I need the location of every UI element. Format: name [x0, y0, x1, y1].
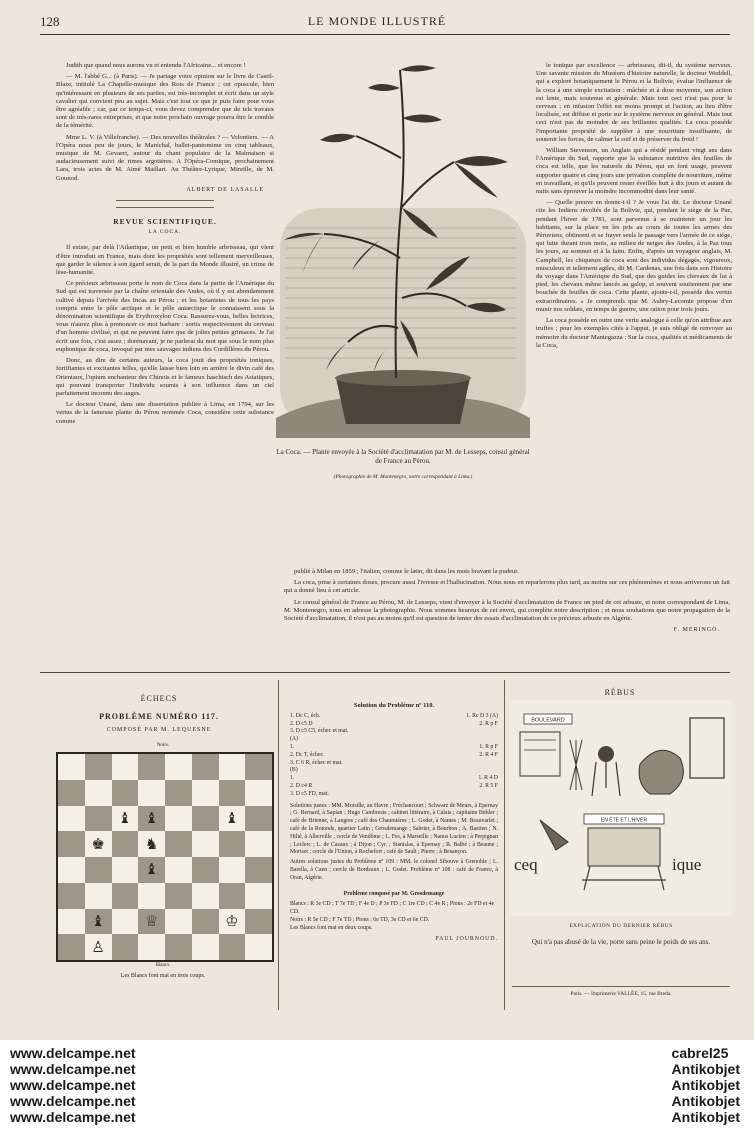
- paragraph: Le docteur Unané, dans une dissertation publiée à Lima, en 1794, sur les vertus de la fameuse plante du Pérou nommée Coca, considère cette substance comme: [56, 401, 274, 425]
- illustration-caption: La Coca. — Plante envoyée à la Société d'acclimatation par M. de Lesseps, consul général de France au Pérou.: [276, 448, 530, 465]
- chess-piece: ♚: [91, 834, 105, 853]
- rebus-word-right: ique: [672, 855, 702, 874]
- chess-piece: ♞: [144, 834, 159, 853]
- white-move: 1.: [290, 775, 295, 782]
- chess-square: [165, 754, 192, 780]
- chess-square: [138, 831, 165, 857]
- white-move: 3. C 6 R, échec et mat.: [290, 759, 343, 766]
- white-move: 2. D c5 D: [290, 720, 313, 727]
- chess-square: [219, 806, 246, 832]
- rebus-explanation-title: EXPLICATION DU DERNIER RÉBUS: [569, 923, 673, 929]
- white-move: 1.: [290, 743, 295, 750]
- white-move: 1. Dc C, éch.: [290, 712, 321, 719]
- paragraph: Le consul général de France au Pérou, M. de Lesseps, vient d'envoyer à la Société d'acclimatation de France un pied de cet arbuste, et notre correspondant de Lima, M. Montenegro, nous en adresse la photographie. Nous sommes heureux de cet envoi, qui complète notre description ; et nous souhaitons que notre propagation de la Société d'acclimatation, il n'est pas au moins qu'il est question de tenter des essais d'acclimatation de ce précieux arbuste en Algérie.: [284, 598, 730, 623]
- solution-move-row: [290, 791, 498, 799]
- rebus-word-left: ceq: [514, 855, 538, 874]
- composed-black: Noirs : R 5e CD ; F 7e TD ; Pions : 6e TD, 3e CD et 6e CD.: [290, 916, 430, 923]
- watermark-line: cabrel25: [671, 1045, 729, 1061]
- watermark-line: Antikobjet: [671, 1109, 740, 1125]
- left-column: [56, 62, 274, 634]
- paragraph: Ce précieux arbrisseau porte le nom de Coca dans la partie de l'Amérique du Sud qui est traversée par la chaîne orientale des Andes, où il y est abondamment cultivé depuis l'arrivée des Incas au Pérou ; et les botanistes de tous les pays compris entre le pôle arctique et le pôle antarctique le connaissent sous la dénomination scientifique de Erythroxylon Coca. Rassurez-vous, belles lectrices, vous n'aurez plus à prononcer ce mot barbare : sortis respectivement du cerveau d'un homme civilisé, et qui ne peuvent faire que de jolies petites grimaces. Je l'ai écrit une fois, c'est assez ; dorénavant, je ne parlerai du mot que sous le nom plus euphonique de coca, invoqué par mes sauvages indiens des Cordillères du Pérou.: [56, 280, 274, 353]
- coca-plant-illustration: [276, 58, 530, 438]
- solution-move-row: [290, 752, 498, 760]
- chess-square: [58, 831, 85, 857]
- chess-square: [165, 831, 192, 857]
- chess-piece: ♝: [144, 860, 159, 879]
- chess-square: [165, 806, 192, 832]
- solution-move-row: [290, 767, 498, 775]
- rebus-sign-top: BOULEVARD: [531, 717, 565, 724]
- chess-square: [112, 883, 139, 909]
- white-move: 3. D c5 FD, mat.: [290, 790, 329, 797]
- composed-footer: Les Blancs font mat en deux coups.: [290, 924, 373, 931]
- chess-square: [112, 934, 139, 960]
- masthead: LE MONDE ILLUSTRÉ: [307, 14, 447, 28]
- chess-square: [138, 909, 165, 935]
- chess-square: [85, 806, 112, 832]
- black-move: 1. R p F: [479, 743, 498, 750]
- chess-square: [219, 934, 246, 960]
- chess-square: [165, 883, 192, 909]
- black-move: 1. Rc D 3 (A): [466, 712, 498, 719]
- white-move: (B): [290, 767, 298, 774]
- solution-move-row: [290, 783, 498, 791]
- chess-square: [245, 806, 272, 832]
- chess-square: [58, 754, 85, 780]
- white-move: 2. D c4 R: [290, 782, 313, 789]
- chess-square: [219, 883, 246, 909]
- chess-square: [192, 754, 219, 780]
- chess-square: [112, 754, 139, 780]
- black-move: 2. R p F: [479, 720, 498, 727]
- paragraph: Judith que quand nous aurons vu et entendu l'Africaine... et encore !: [66, 62, 246, 69]
- chess-square: [112, 780, 139, 806]
- chess-piece: ♕: [144, 911, 159, 930]
- chess-square: [138, 934, 165, 960]
- paragraph: William Stevenson, un Anglais qui a résidé pendant vingt ans dans l'Amérique du Sud, rapporte que la substance nutritive des feuilles de coca est telle, que les naturels du Pérou, qui en font usage, peuvent supporter quatre et cinq jours une privation complète de nourriture, même en travaillant, et qu'ils peuvent rester éveillés huit à dix jours et autant de nuits sans éprouver la moindre incommodité dans leur santé.: [536, 147, 732, 196]
- solution-move-row: [290, 728, 498, 736]
- chess-square: [85, 857, 112, 883]
- chess-square: [245, 780, 272, 806]
- chess-piece: ♝: [225, 808, 239, 827]
- chess-square: [192, 831, 219, 857]
- chess-square: [58, 909, 85, 935]
- chess-square: [219, 780, 246, 806]
- chess-square: [112, 909, 139, 935]
- solution-title: Solution du Problème nº 110.: [353, 702, 435, 709]
- chess-square: [138, 883, 165, 909]
- chess-square: [165, 934, 192, 960]
- chess-square: [245, 857, 272, 883]
- chess-square: [58, 857, 85, 883]
- column-divider: [278, 680, 279, 1010]
- ornament-divider: [116, 200, 214, 208]
- chess-square: [138, 806, 165, 832]
- white-move: 3. D c5 C5, échec et mat.: [290, 728, 349, 735]
- chess-piece: ♝: [91, 911, 105, 930]
- black-move: 2. R 4 F: [479, 751, 498, 758]
- chess-piece: ♝: [144, 808, 159, 827]
- chess-square: [85, 909, 112, 935]
- chess-square: [245, 831, 272, 857]
- chess-piece: ♔: [225, 911, 239, 930]
- chess-footer: Les Blancs font mat en trois coups.: [120, 973, 206, 979]
- signature: F. MERINGO.: [673, 627, 720, 634]
- chess-composer: COMPOSÉ PAR M. LEQUESNE: [106, 727, 212, 733]
- solvers-list: Solutions justes : MM. Moisille, au Havre ; Fréchancourt ; Schwarz de Meurs, à Epernay ; G. Bernard, à Sapian ; Hugo Cambresis ; cabinet littéraire, à Calais ; capitaine Bühler ; café de Brienne, à Langres ; café des Chaumières ; L. Godet, à Nantes ; M. Beauvarlet ; café de la Rotonde, quartier Latin ; Grosdemange ; Sabrier, à Bourbon ; A. Bastien ; N. Hilié, à Alberville ; cercle de Vendôme ; L. Fes, à Marseille ; Nanus Lucien ; à Perpignan ; Leclerc ; L. de Cazaux ; à Dijon ; Cyr. ; Stanislas, à Epernay ; R. Balbé ; à Beaune ; Moriset ; cercle de l'Union, à Rochefort ; café de Sault ; Pierre ; à Besançon.: [290, 802, 498, 856]
- black-move: 1. R 4 D: [478, 775, 498, 782]
- paragraph: Il existe, par delà l'Atlantique, un petit et bien humble arbrisseau, qui vient d'être introduit en France, mais dont les propriétés sont tellement merveilleuses, que garder le silence à son égard serait, de la part du Monde illustré, un crime de lèse-humanité.: [56, 244, 274, 277]
- chess-square: [219, 857, 246, 883]
- chess-square: [138, 754, 165, 780]
- watermark-line: www.delcampe.net: [10, 1045, 136, 1061]
- paragraph: La coca possède en outre une vertu analogue à celle qu'on attribue aux truffes ; pour les exemples cités à l'appui, je suis obligé de renvoyer au mémoire du docteur Mantegazza : Sur la coca, qualités et médicaments de la Coca,: [536, 317, 732, 349]
- section-subtitle: LA COCA.: [148, 229, 182, 236]
- chess-square: [219, 754, 246, 780]
- chess-board: [56, 752, 274, 962]
- chess-square: [245, 934, 272, 960]
- section-title: REVUE SCIENTIFIQUE.: [113, 217, 217, 227]
- rebus-explanation: Qui n'a pas abusé de la vie, porte sans peine le poids de ses ans.: [531, 938, 711, 946]
- watermark-line: Antikobjet: [671, 1093, 740, 1109]
- watermark-line: www.delcampe.net: [10, 1077, 136, 1093]
- watermark-line: www.delcampe.net: [10, 1093, 136, 1109]
- middle-text: [284, 568, 730, 658]
- chess-square: [58, 780, 85, 806]
- chess-square: [85, 780, 112, 806]
- column-divider: [504, 680, 505, 1010]
- composed-white: Blancs : R 3e CD ; T 7e TD ; F 4e D ; P 3e FD ; C 1re CD ; C 4e R ; Pions : 2e FD et 4e CD.: [290, 901, 495, 916]
- signature: ALBERT DE LASALLE: [186, 186, 264, 193]
- chess-square: [165, 780, 192, 806]
- black-move: 2. R 5 F: [479, 782, 498, 789]
- paragraph: Donc, au dire de certains auteurs, la coca jouit des propriétés toniques, fortifiantes et excitantes telles, qu'elle laisse bien loin en arrière le divin café des Orientaux, l'opium enchanteur des Chinois et le fameux haschisch des Asiatiques, qui pouvant transporter l'individu soumis à son influence dans un ciel parfaitement inconnu des anges.: [56, 357, 274, 397]
- white-move: (A): [290, 736, 299, 743]
- chess-white-label: Blancs.: [155, 963, 171, 968]
- solution-move-row: [290, 713, 498, 721]
- watermark-line: Antikobjet: [671, 1077, 740, 1093]
- signature: PAUL JOURNOUD.: [435, 935, 498, 942]
- composed-problem-title: Problème composé par M. Grosdemange: [343, 890, 445, 897]
- watermark-line: www.delcampe.net: [10, 1109, 136, 1125]
- chess-piece: ♙: [91, 937, 105, 956]
- chess-square: [85, 754, 112, 780]
- chess-black-label: Noirs.: [156, 743, 170, 748]
- chess-problem-title: PROBLÈME NUMÉRO 117.: [99, 712, 219, 721]
- solution-move-row: [290, 721, 498, 729]
- paragraph: La coca, prise à certaines doses, procure aussi l'ivresse et l'hallucination. Nous nous en reparlerons plus tard, au moins sur ces phénomènes et nous arriverons un fait qui a donné lieu à cet article.: [284, 579, 730, 595]
- chess-square: [112, 857, 139, 883]
- header-rule: [40, 34, 730, 35]
- chess-square: [85, 883, 112, 909]
- chess-square: [138, 780, 165, 806]
- chess-square: [192, 780, 219, 806]
- chess-square: [192, 883, 219, 909]
- chess-square: [112, 806, 139, 832]
- chess-square: [165, 909, 192, 935]
- chess-square: [58, 934, 85, 960]
- solution-block: [290, 702, 498, 943]
- chess-square: [245, 883, 272, 909]
- paragraph: publié à Milan en 1859 ; l'italien, comme le latin, dit dans les mots bravant la pudeur.: [294, 568, 519, 575]
- right-column: [536, 62, 732, 598]
- rebus-illustration: [510, 700, 732, 916]
- chess-square: [165, 857, 192, 883]
- watermark-line: www.delcampe.net: [10, 1061, 136, 1077]
- chess-square: [192, 857, 219, 883]
- other-solvers: Autres solutions justes du Problème nº 109 : MM. le colonel Sibouve à Grenoble ; L. Barella, à Caen ; cercle de Bordeaux ; L. Godet. Problème nº 108 : café de France, à Oran, Algérie.: [290, 859, 498, 881]
- illustration-credit: (Photographie de M. Montenegro, notre correspondant à Lima.): [333, 474, 473, 480]
- watermark-right: [672, 1045, 740, 1125]
- paragraph: — M. l'abbé G... (à Paris). — Je partage votre opinion sur le livre de Castil-Blaze, intitulé La Chapelle-musique des Rois de France ; cet opuscule, bien qu'intéressant en plusieurs de ses parties, est très-incomplet et écrit dans un style cavalier qui convient peu au sujet. Mais c'est tout ce que je puis faire pour vous être agréable ; car, par ce temps-ci, vous devez comprendre que de tels travaux sont de très-rares entreprises, et que notre prochain ouvrage pourra être le comble de la témérité.: [56, 73, 274, 130]
- chess-square: [245, 754, 272, 780]
- chess-square: [219, 909, 246, 935]
- chess-square: [58, 806, 85, 832]
- paragraph: Mme L. V. (à Villefranche). — Des nouvelles théâtrales ? — Volontiers. — A l'Opéra nous peu de jours, le Maréchal, ballet-pantomime en cinq tableaux, musique de M. Gevaert, autour du chant populaire de la Malmaison si audacieusement suivi de rimes argotières. A l'Opéra-Comique, prochainement Lara, trois actes de M. Aimé Maillart. Au Théâtre-Lyrique, Mireille, de M. Gounod.: [56, 133, 274, 182]
- paragraph: — Quelle preuve en donne-t-il ? Je vous l'ai dit. Le docteur Unané cite les Indiens révoltés de la Bolivie, qui, pendant le siège de la Paz, pendant l'hiver de 1781, sont parvenus à se maintenir un jour les habitants, sur la place en les pris au cours de toutes les armes des Péruviens, obtinrent et se frayer seuls le passage vers l'armée de ce siège, qui lutte durant trois mois, au milieu de neiges des Andes, à la Paz tous les jours, au sommet et à la faim. Enfin, d'après un voyageur anglais, M. Campbell, les chiqueurs de coca sont des individus dégagés, vigoureux, musculeux et tellement agiles, dit M. Cardenas, une fois dans son Histoire du voyage dans l'Amérique du Sud, que des guides les chevaux de lui à pied, les chevaux même lancés au galop, et souvent soutiennent par une bouchée de feuilles de coca. Cette plante, ajoute-t-il, possède des vertus extraordinaires. » Je comprends que M. Aubry-Lecomte propose d'en munir nos soldats, en temps de guerre, une ration pour trois jours.: [536, 199, 732, 313]
- rebus-sign-mid: EN ÉTÉ ET L'HIVER: [600, 817, 648, 824]
- printer-line: Paris. — Imprimerie VALLÉE, 15, rue Breda.: [512, 986, 730, 998]
- chess-square: [192, 806, 219, 832]
- chess-square: [85, 934, 112, 960]
- white-move: 2. Dc T, échec.: [290, 751, 325, 758]
- chess-square: [138, 857, 165, 883]
- chess-square: [112, 831, 139, 857]
- chess-square: [192, 934, 219, 960]
- chess-square: [58, 883, 85, 909]
- watermark-left: [10, 1045, 136, 1125]
- rebus-title: RÉBUS: [604, 688, 636, 697]
- chess-title: ÉCHECS: [140, 694, 178, 703]
- paragraph: le tonique par excellence — arbrisseau, dit-il, du système nerveux. Une savante mission du Muséum d'histoire naturelle, le docteur Weddell, qui a exploré botaniquement le Pérou et la Bolivie, évalue l'influence de la coca à une simple excitation : mâchée et à dose moyenne, son action est lente, mais soutenue et générale. Mais tout ceci n'est pas pour le cerveau ; en infusion l'effet est moins prompt et l'action, au lieu d'être localisée, est diffuse et porte sur le système nerveux en général. Mais tout ceci n'est pas de moindre de ses brillantes qualités. La coca possède l'importante propriété de suppléer à une nourriture insuffisante, de soutenir les forces, de calmer la soif et de préserver du froid !: [536, 62, 732, 143]
- chess-square: [219, 831, 246, 857]
- solution-move-row: [290, 775, 498, 783]
- section-rule: [40, 672, 730, 673]
- solution-moves: [290, 713, 498, 799]
- page-number: 128: [40, 14, 60, 29]
- chess-square: [85, 831, 112, 857]
- solution-move-row: [290, 760, 498, 768]
- solution-move-row: [290, 736, 498, 744]
- chess-piece: ♝: [118, 808, 132, 827]
- chess-square: [245, 909, 272, 935]
- watermark-line: Antikobjet: [671, 1061, 740, 1077]
- solution-move-row: [290, 744, 498, 752]
- chess-square: [192, 909, 219, 935]
